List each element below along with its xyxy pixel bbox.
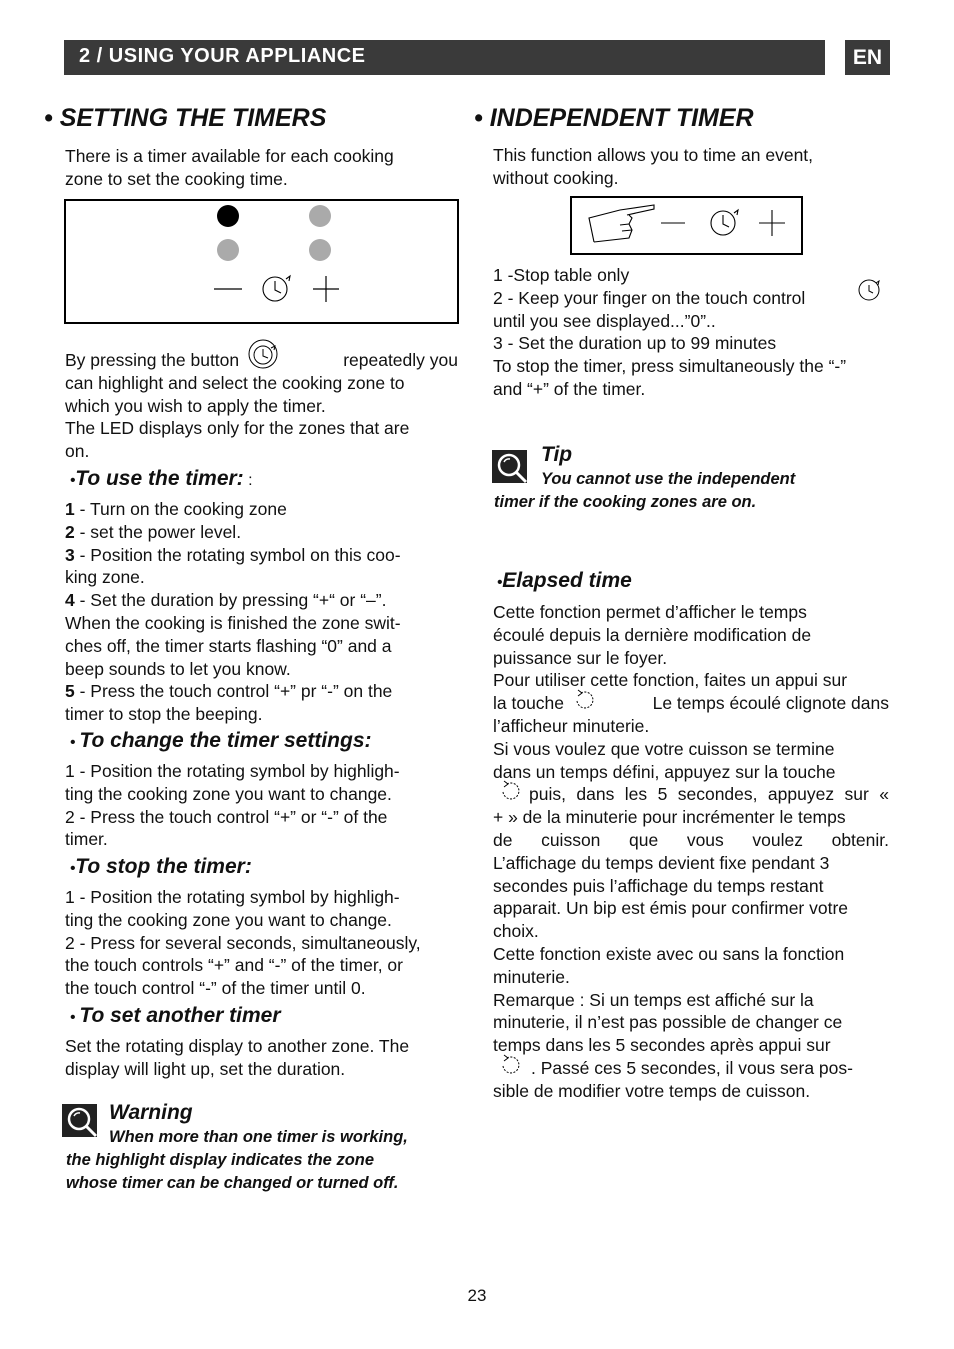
use-timer-heading: •To use the timer: : [70, 467, 253, 490]
step-line: 1 - Position the rotating symbol by highligh- [65, 761, 400, 781]
setting-timers-heading: • SETTING THE TIMERS [44, 104, 327, 132]
text-line: minuterie, il n’est pas possible de changer ce [493, 1012, 843, 1033]
change-settings-heading: • To change the timer settings: [70, 729, 372, 752]
zone-led [309, 205, 331, 227]
timer-button-icon [247, 338, 285, 372]
setting-timers-intro [65, 145, 458, 191]
finger-touch-graphic [572, 198, 801, 253]
text-line: Remarque : Si un temps est affiché sur la [493, 989, 814, 1010]
zone-led [217, 239, 239, 261]
step-line: 3 - Set the duration up to 99 minutes [493, 333, 777, 354]
independent-timer-heading: • INDEPENDENT TIMER [474, 104, 754, 132]
change-settings-title: To change the timer settings: [79, 729, 372, 752]
step-line: 5 - Press the touch control “+” pr “-” on the [65, 681, 393, 702]
warning-line: whose timer can be changed or turned off. [66, 1174, 399, 1192]
tip-line-2: timer if the cooking zones are on. [494, 493, 757, 511]
another-timer-text [65, 1035, 458, 1081]
step-line: 1 - Position the rotating symbol by highligh- [65, 887, 400, 907]
step-line: When the cooking is finished the zone swit- [65, 612, 401, 633]
step-line: king zone. [65, 567, 145, 588]
text-line: which you wish to apply the timer. [65, 395, 326, 416]
step-line: To stop the timer, press simultaneously the “-” [493, 356, 847, 377]
text-line: puis, dans les 5 secondes, appuyez sur « [493, 783, 889, 806]
page-number: 23 [467, 1286, 487, 1305]
step-line: until you see displayed...”0”.. [493, 310, 716, 331]
cooktop-panel-diagram [64, 199, 459, 324]
text-line: dans un temps défini, appuyez sur la touche [493, 761, 836, 782]
step-line: ches off, the timer starts flashing “0” and a [65, 635, 392, 656]
stop-timer-title: To stop the timer: [75, 855, 252, 878]
elapsed-time-heading: •Elapsed time [497, 569, 632, 592]
warning-title: Warning [109, 1101, 193, 1124]
step-line: 1 -Stop table only [493, 265, 630, 285]
intro-line: without cooking. [493, 167, 619, 188]
independent-timer-title: INDEPENDENT TIMER [489, 104, 754, 132]
text-line: l’afficheur minuterie. [493, 715, 650, 736]
text-line: The LED displays only for the zones that are [65, 418, 410, 439]
elapsed-time-title: Elapsed time [502, 569, 632, 592]
step-line: beep sounds to let you know. [65, 658, 291, 679]
independent-timer-intro [493, 144, 889, 190]
stop-timer-steps [65, 886, 458, 1000]
text-line: temps dans les 5 secondes après appui sur [493, 1035, 831, 1056]
step-line: 2 - Keep your finger on the touch control [493, 287, 889, 310]
text-line: Set the rotating display to another zone. The [65, 1036, 410, 1056]
section-header [64, 40, 825, 75]
timer-button-icon [495, 779, 525, 803]
step-line: the touch controls “+” and “-” of the timer, or [65, 955, 403, 976]
finger-icon [589, 205, 654, 242]
warning-line: the highlight display indicates the zone [66, 1151, 375, 1169]
another-timer-title: To set another timer [79, 1004, 281, 1027]
step-line: and “+” of the timer. [493, 378, 646, 399]
step-line: ting the cooking zone you want to change. [65, 783, 392, 804]
text-line: apparait. Un bip est émis pour confirmer votre [493, 898, 849, 919]
step-line: 2 - set the power level. [65, 521, 242, 542]
text-line: on. [65, 441, 90, 462]
zone-led [309, 239, 331, 261]
timer-button-icon [495, 1053, 529, 1077]
stop-timer-heading: •To stop the timer: [70, 855, 252, 878]
text-line: secondes puis l’affichage du temps restant [493, 875, 824, 896]
text-fragment: repeatedly you [343, 350, 458, 370]
setting-timers-title: SETTING THE TIMERS [59, 104, 327, 132]
change-settings-steps [65, 760, 458, 851]
timer-icon [263, 276, 290, 301]
text-line: sible de modifier votre temps de cuisson. [493, 1080, 811, 1101]
use-timer-colon: : [243, 472, 253, 489]
independent-timer-diagram [570, 196, 803, 255]
panel-graphic [66, 201, 457, 322]
text-line: minuterie. [493, 966, 570, 987]
tip-title: Tip [541, 443, 573, 466]
warning-line-1: When more than one timer is working, [109, 1128, 408, 1146]
step-line: 3 - Position the rotating symbol on this coo- [65, 544, 401, 565]
text-fragment: By pressing the button [65, 350, 240, 370]
timer-button-icon [572, 688, 598, 712]
use-timer-steps [65, 498, 458, 726]
button-explanation [65, 349, 458, 463]
text-line: Si vous voulez que votre cuisson se termine [493, 738, 835, 759]
warning-lines [66, 1149, 399, 1195]
step-line: 2 - Press the touch control “+” or “-” of the [65, 806, 388, 827]
language-badge: EN [845, 40, 890, 75]
text-line: . Passé ces 5 secondes, il vous sera pos- [493, 1057, 889, 1080]
text-line: can highlight and select the cooking zone to [65, 372, 405, 393]
text-line: de cuisson que vous voulez obtenir. [493, 829, 889, 850]
text-line: écoulé depuis la dernière modification de [493, 624, 812, 645]
timer-button-icon [857, 276, 885, 304]
intro-line: There is a timer available for each cooking [65, 146, 394, 166]
text-line: puissance sur le foyer. [493, 647, 668, 668]
intro-line: zone to set the cooking time. [65, 168, 288, 189]
magnifier-icon [62, 1104, 100, 1140]
active-zone-led [217, 205, 239, 227]
independent-timer-steps [493, 264, 889, 401]
text-line: display will light up, set the duration. [65, 1058, 346, 1079]
step-line: 2 - Press for several seconds, simultaneously, [65, 932, 421, 953]
use-timer-title: To use the timer: [75, 467, 244, 490]
intro-line: This function allows you to time an event, [493, 145, 814, 165]
step-line: timer. [65, 829, 108, 850]
step-line: ting the cooking zone you want to change. [65, 909, 392, 930]
step-line: the touch control “-” of the timer until 0. [65, 978, 366, 999]
timer-icon [711, 210, 738, 235]
text-line: choix. [493, 921, 539, 942]
text-line: Pour utiliser cette fonction, faites un appui sur [493, 670, 848, 691]
text-line: L’affichage du temps devient fixe pendant 3 [493, 852, 830, 873]
another-timer-heading: • To set another timer [70, 1004, 281, 1027]
text-line: Cette fonction existe avec ou sans la fonction [493, 943, 845, 964]
section-title: 2 / USING YOUR APPLIANCE [79, 45, 366, 67]
step-line: timer to stop the beeping. [65, 704, 263, 725]
step-line: 4 - Set the duration by pressing “+“ or “–”. [65, 590, 387, 611]
text-line: + » de la minuterie pour incrémenter le temps [493, 807, 846, 828]
magnifier-icon [492, 450, 530, 486]
step-line: 1 - Turn on the cooking zone [65, 499, 287, 519]
text-line: la touche Le temps écoulé clignote dans [493, 692, 889, 715]
elapsed-time-text [493, 601, 889, 1103]
tip-line-1: You cannot use the independent [541, 470, 796, 488]
text-line: Cette fonction permet d’afficher le temps [493, 602, 807, 622]
